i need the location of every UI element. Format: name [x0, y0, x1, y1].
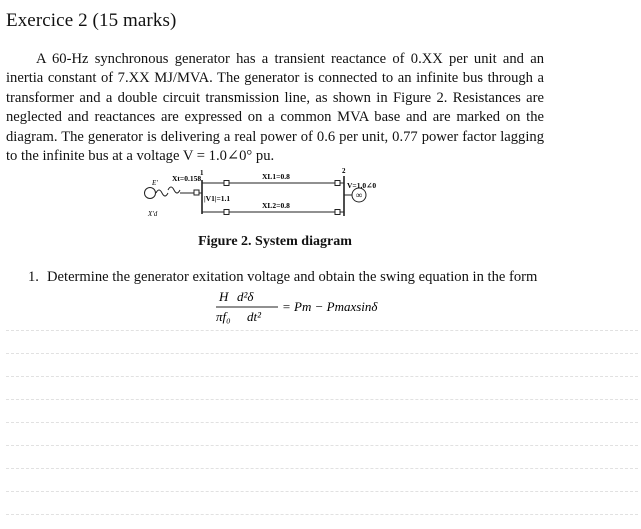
answer-line	[6, 353, 638, 354]
v-inf-label: V=1.0∠0	[347, 181, 377, 190]
xl1-label: XL1=0.8	[262, 172, 290, 181]
question-text: Determine the generator exitation voltage and obtain the swing equation in the form	[47, 269, 538, 285]
system-diagram	[140, 166, 420, 228]
answer-line	[6, 422, 638, 423]
answer-area	[6, 322, 638, 522]
exercise-heading: Exercice 2 (15 marks)	[6, 10, 177, 31]
xd-prime-label: X'd	[148, 210, 158, 218]
infinity-label: ∞	[355, 190, 363, 200]
answer-line	[6, 514, 638, 515]
xl2-label: XL2=0.8	[262, 201, 290, 210]
generator-symbol	[145, 188, 156, 199]
answer-line	[6, 491, 638, 492]
eq-d2delta: d²δ	[237, 289, 254, 304]
bus-2-number: 2	[342, 167, 346, 175]
transformer-symbol	[156, 187, 180, 196]
answer-line	[6, 445, 638, 446]
eq-rhs: = Pm − Pmaxsinδ	[282, 299, 378, 314]
e-prime-label: E'	[152, 179, 158, 187]
bus-1-number: 1	[200, 169, 204, 177]
answer-line	[6, 376, 638, 377]
eq-h: H	[219, 289, 229, 304]
answer-line	[6, 468, 638, 469]
xt-label: Xt=0.158	[172, 174, 202, 183]
figure-caption: Figure 2. System diagram	[198, 234, 352, 249]
answer-line	[6, 399, 638, 400]
swing-equation	[216, 287, 416, 327]
answer-line	[6, 330, 638, 331]
eq-dt2: dt²	[247, 309, 262, 324]
problem-statement: A 60-Hz synchronous generator has a transient reactance of 0.XX per unit and an inertia constant of 7.XX MJ/MVA. The generator is connected to an infinite bus through a transformer and a double circuit transmission line, as shown in Figure 2. Resistances are neglected and reactances are expressed on a common MVA base and are marked on the diagram. The generator is delivering a real power of 0.6 per unit, 0.77 power factor lagging to the infinite bus at a voltage V = 1.0∠0° pu.	[6, 51, 544, 165]
v1-label: |V1|=1.1	[204, 194, 231, 203]
eq-pif0: πf₀	[216, 309, 231, 324]
question-number: 1.	[28, 269, 39, 285]
